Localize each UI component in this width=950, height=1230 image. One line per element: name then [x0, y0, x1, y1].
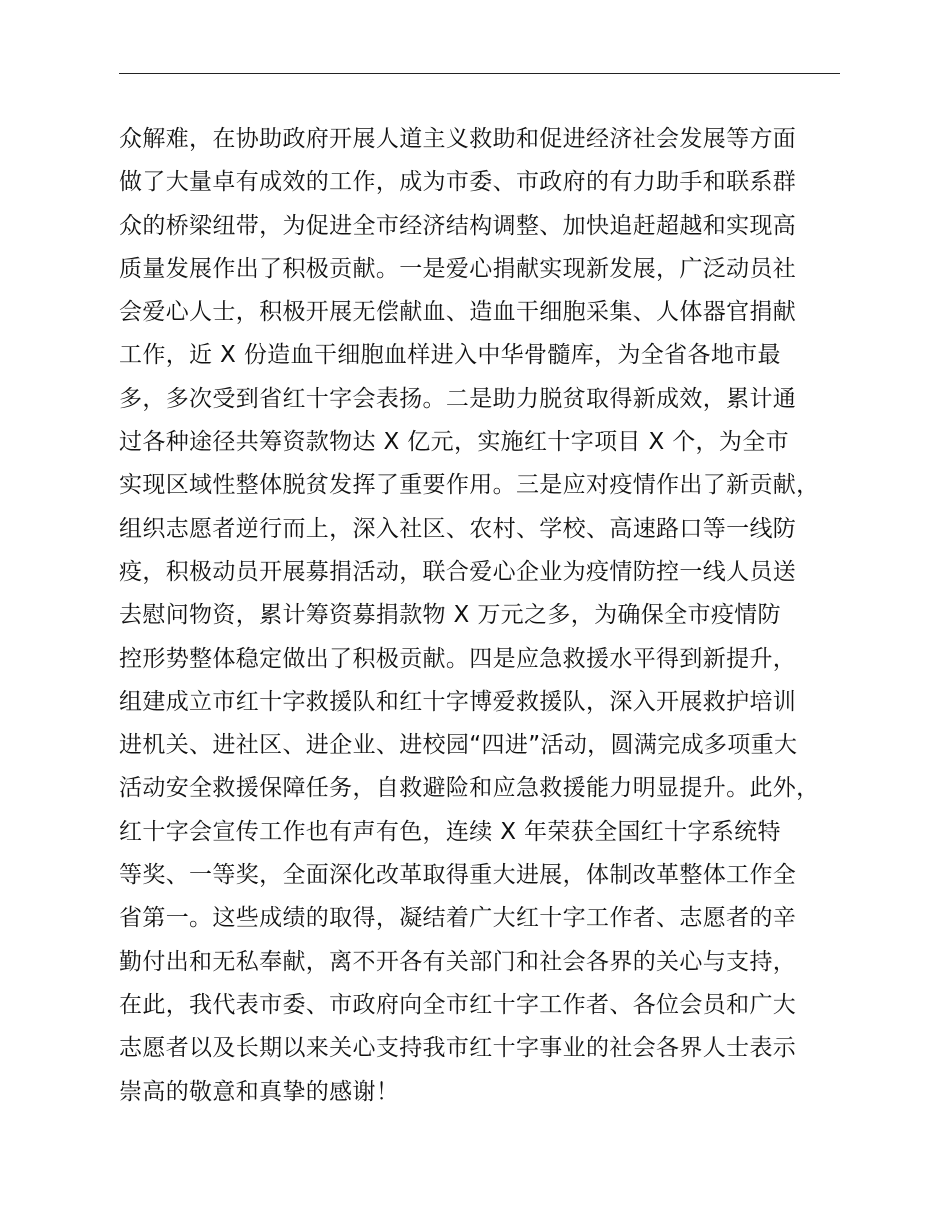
text-line: 疫，积极动员开展募捐活动，联合爱心企业为疫情防控一线人员送: [119, 558, 797, 585]
text-line: 众的桥梁纽带，为促进全市经济结构调整、加快追赶超越和实现高: [119, 212, 797, 239]
text-line: 会爱心人士，积极开展无偿献血、造血干细胞采集、人体器官捐献: [119, 299, 797, 326]
text-line: 组建成立市红十字救援队和红十字博爱救援队，深入开展救护培训: [119, 688, 797, 715]
text-line: 勤付出和无私奉献，离不开各有关部门和社会各界的关心与支持，: [119, 948, 797, 975]
text-line: 组织志愿者逆行而上，深入社区、农村、学校、高速路口等一线防: [119, 515, 797, 542]
text-line: 质量发展作出了积极贡献。一是爱心捐献实现新发展，广泛动员社: [119, 255, 797, 282]
text-line: 过各种途径共筹资款物达 X 亿元，实施红十字项目 X 个，为全市: [119, 429, 789, 456]
text-line: 工作，近 X 份造血干细胞血样进入中华骨髓库，为全省各地市最: [119, 342, 781, 369]
text-line: 等奖、一等奖，全面深化改革取得重大进展，体制改革整体工作全: [119, 862, 797, 889]
text-line: 省第一。这些成绩的取得，凝结着广大红十字工作者、志愿者的辛: [119, 905, 797, 932]
text-line: 在此，我代表市委、市政府向全市红十字工作者、各位会员和广大: [119, 991, 797, 1018]
text-line: 控形势整体稳定做出了积极贡献。四是应急救援水平得到新提升，: [119, 645, 797, 672]
text-line: 红十字会宣传工作也有声有色，连续 X 年荣获全国红十字系统特: [119, 818, 781, 845]
text-line: 进机关、进社区、进企业、进校园“四进”活动，圆满完成多项重大: [119, 732, 798, 759]
text-line: 崇高的敬意和真挚的感谢！: [119, 1078, 400, 1105]
body-paragraph: [119, 118, 869, 1114]
header-rule: [119, 73, 840, 74]
text-line: 众解难，在协助政府开展人道主义救助和促进经济社会发展等方面: [119, 126, 797, 152]
text-line: 去慰问物资，累计筹资募捐款物 X 万元之多，为确保全市疫情防: [119, 602, 781, 629]
text-line: 实现区域性整体脱贫发挥了重要作用。三是应对疫情作出了新贡献，: [119, 472, 820, 499]
text-line: 活动安全救援保障任务，自救避险和应急救援能力明显提升。此外，: [119, 775, 820, 802]
text-line: 志愿者以及长期以来关心支持我市红十字事业的社会各界人士表示: [119, 1035, 797, 1062]
text-line: 做了大量卓有成效的工作，成为市委、市政府的有力助手和联系群: [119, 169, 797, 196]
text-line: 多，多次受到省红十字会表扬。二是助力脱贫取得新成效，累计通: [119, 385, 797, 412]
